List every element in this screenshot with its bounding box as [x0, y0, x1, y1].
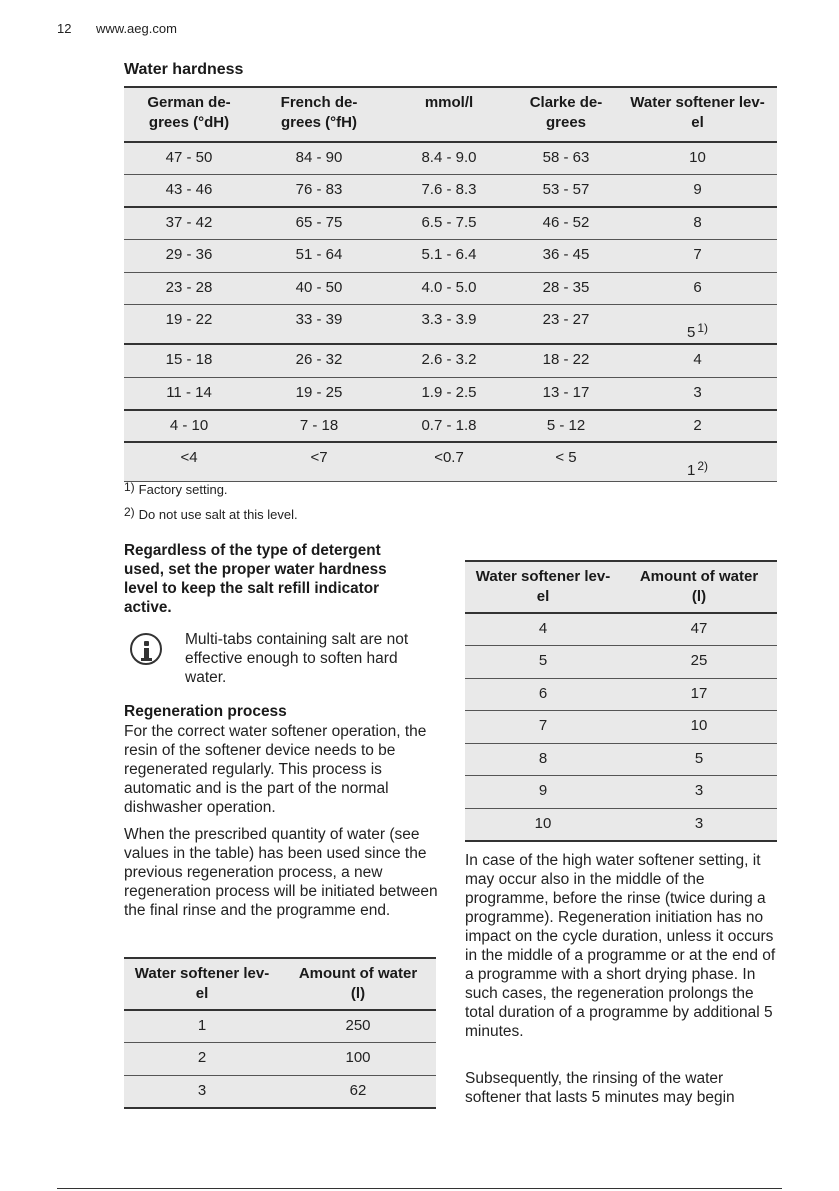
table-body	[465, 613, 777, 841]
rinsing-paragraph: Subsequently, the rinsing of the water softener that lasts 5 minutes may begin	[465, 1070, 735, 1106]
table-cell: 8	[538, 749, 548, 767]
table-cell: 3	[693, 383, 702, 401]
page-header	[57, 21, 177, 36]
table-cell: 36 - 45	[542, 246, 590, 264]
table-row	[124, 1075, 436, 1108]
table-cell: 10	[689, 149, 706, 166]
water-hardness-title: Water hardness	[124, 61, 244, 78]
column-header: Water softener lev- el	[134, 965, 270, 1002]
column-header: Clarke de- grees	[529, 94, 603, 131]
table-cell: 3	[694, 782, 704, 800]
column-header: French de- grees (°fH)	[280, 94, 358, 131]
table-header	[465, 561, 777, 613]
table-cell: 10	[534, 815, 552, 833]
table-cell: 6	[538, 684, 548, 702]
table-cell: 13 - 17	[542, 383, 590, 401]
page-number: 12	[57, 21, 72, 36]
footnote-2: $^{2)}$ Do not use salt at this level.	[124, 505, 298, 522]
water-amount-table-right	[465, 560, 777, 842]
info-note	[124, 630, 436, 690]
header-row	[465, 561, 777, 613]
column-header: Amount of water (l)	[298, 965, 418, 1002]
table-cell: 4	[538, 620, 548, 637]
table-cell: 5 - 12	[546, 416, 586, 434]
column-header: Water softener lev- el	[630, 94, 765, 131]
table-row	[465, 809, 777, 842]
regeneration-paragraph-1: For the correct water softener operation, the resin of the softener device needs to be regenerated regularly. This process is automatic and is the part of the normal dishwasher operation.	[124, 723, 427, 816]
table-body	[124, 1010, 436, 1108]
table-row	[124, 142, 777, 175]
table-row	[124, 442, 777, 482]
table-row	[124, 305, 777, 345]
table-header	[124, 87, 777, 142]
regeneration-title: Regeneration process	[124, 703, 287, 720]
table-cell: 47	[690, 620, 708, 637]
table-row	[124, 410, 777, 443]
header-row	[124, 958, 436, 1010]
hardness-instruction: Regardless of the type of detergent used, set the proper water hardness level to keep the salt refill indicator active.	[124, 542, 387, 616]
table-cell: 8	[693, 214, 702, 232]
table-cell: 18 - 22	[542, 351, 590, 369]
table-row	[124, 175, 777, 208]
table-cell: 1	[197, 1017, 207, 1034]
regeneration-paragraph-2: When the prescribed quantity of water (see values in the table) has been used since the previous regeneration process, a new regeneration process will be initiated between the final rinse and the programme end.	[124, 826, 438, 919]
table-cell: 3	[694, 815, 704, 833]
footnote-mark: 2)	[697, 459, 708, 474]
table-cell: 19 - 22	[165, 311, 213, 329]
table-cell: 4 - 10	[169, 416, 209, 434]
table-cell: 28 - 35	[542, 278, 590, 296]
table-cell: 7.6 - 8.3	[421, 181, 477, 199]
table-cell: 7	[693, 246, 702, 264]
table-row	[465, 776, 777, 809]
table-cell: 9	[693, 181, 702, 199]
table-row	[465, 678, 777, 711]
table-row	[465, 613, 777, 646]
water-hardness-table	[124, 86, 777, 482]
column-header: Water softener lev- el	[475, 568, 611, 605]
table-cell: 40 - 50	[295, 278, 343, 296]
table-cell: 250	[345, 1017, 371, 1034]
table-cell: 26 - 32	[295, 351, 343, 369]
table-cell: 51 - 64	[295, 246, 343, 264]
table-cell: 29 - 36	[165, 246, 213, 264]
table-cell: 2	[693, 416, 702, 434]
table-cell: 100	[345, 1049, 371, 1067]
column-header: Amount of water (l)	[639, 568, 759, 605]
table-cell: < 5	[555, 449, 577, 467]
water-amount-table-left	[124, 957, 436, 1109]
table-cell: 4	[693, 351, 702, 369]
table-cell: 53 - 57	[542, 181, 590, 199]
softener-level	[687, 456, 708, 481]
table-cell: 5.1 - 6.4	[421, 246, 477, 264]
table-cell: 17	[690, 684, 708, 702]
table-cell: 65 - 75	[295, 214, 343, 232]
table-cell: 11 - 14	[166, 383, 212, 401]
column-header: German de- grees (°dH)	[147, 94, 231, 131]
footnote-mark: 1)	[697, 321, 708, 336]
level-value: 1	[686, 462, 696, 480]
table-cell: <4	[180, 449, 198, 467]
table-header	[124, 958, 436, 1010]
table-cell: 84 - 90	[295, 149, 343, 166]
table-cell: 2	[197, 1049, 207, 1067]
level-value: 5	[686, 324, 696, 342]
table-cell: 6.5 - 7.5	[421, 214, 477, 232]
regeneration-note-paragraph: In case of the high water softener setting, it may occur also in the middle of the programme, before the rinse (twice during a programme). Regeneration initiation has no impact on the cycle duration, unless it occurs in the middle of a programme or at the end of a programme with a short drying phase. In such cases, the regeneration prolongs the total duration of a programme by additional 5 minutes.	[465, 852, 776, 1040]
column-header: mmol/l	[424, 94, 474, 111]
table-cell: 6	[693, 278, 702, 296]
table-cell: 43 - 46	[165, 181, 213, 199]
note-text: Multi-tabs containing salt are not effective enough to soften hard water.	[185, 631, 409, 686]
info-icon	[130, 633, 162, 665]
table-cell: 33 - 39	[295, 311, 343, 329]
table-cell: 5	[538, 652, 548, 670]
softener-level	[687, 318, 708, 343]
table-cell: 23 - 28	[165, 278, 213, 296]
table-cell: 2.6 - 3.2	[421, 351, 477, 369]
table-cell	[618, 305, 777, 345]
table-cell: 76 - 83	[295, 181, 343, 199]
table-cell: 8.4 - 9.0	[421, 149, 477, 166]
table-row	[124, 1043, 436, 1076]
header-row	[124, 87, 777, 142]
table-row	[124, 272, 777, 305]
table-cell: 10	[690, 717, 708, 735]
table-cell: 47 - 50	[165, 149, 213, 166]
table-cell: 7	[538, 717, 548, 735]
website-link[interactable]: www.aeg.com	[96, 21, 177, 36]
table-cell: 37 - 42	[165, 214, 213, 232]
table-cell: 19 - 25	[295, 383, 343, 401]
table-cell: 46 - 52	[542, 214, 590, 232]
table-cell: 0.7 - 1.8	[421, 416, 477, 434]
table-row	[124, 207, 777, 240]
table-cell: 5	[694, 749, 704, 767]
footer-rule	[57, 1188, 782, 1189]
table-row	[465, 711, 777, 744]
table-cell: 23 - 27	[542, 311, 590, 329]
table-cell: 1.9 - 2.5	[421, 383, 477, 401]
table-cell: 7 - 18	[299, 416, 339, 434]
table-cell	[618, 442, 777, 482]
table-cell: <7	[310, 449, 328, 467]
table-cell: 3	[197, 1081, 207, 1099]
table-cell: 3.3 - 3.9	[421, 311, 477, 329]
table-cell: 58 - 63	[542, 149, 590, 166]
table-cell: 9	[538, 782, 548, 800]
table-row	[124, 377, 777, 410]
table-row	[124, 240, 777, 273]
table-cell: 15 - 18	[165, 351, 213, 369]
table-body	[124, 142, 777, 482]
table-row	[465, 743, 777, 776]
table-cell: 62	[349, 1081, 367, 1099]
table-cell: 25	[690, 652, 708, 670]
footnote-1: $^{1)}$ Factory setting.	[124, 480, 228, 497]
table-row	[124, 1010, 436, 1043]
table-cell: 4.0 - 5.0	[421, 278, 477, 296]
table-row	[124, 344, 777, 377]
table-cell: <0.7	[434, 449, 464, 467]
table-row	[465, 646, 777, 679]
